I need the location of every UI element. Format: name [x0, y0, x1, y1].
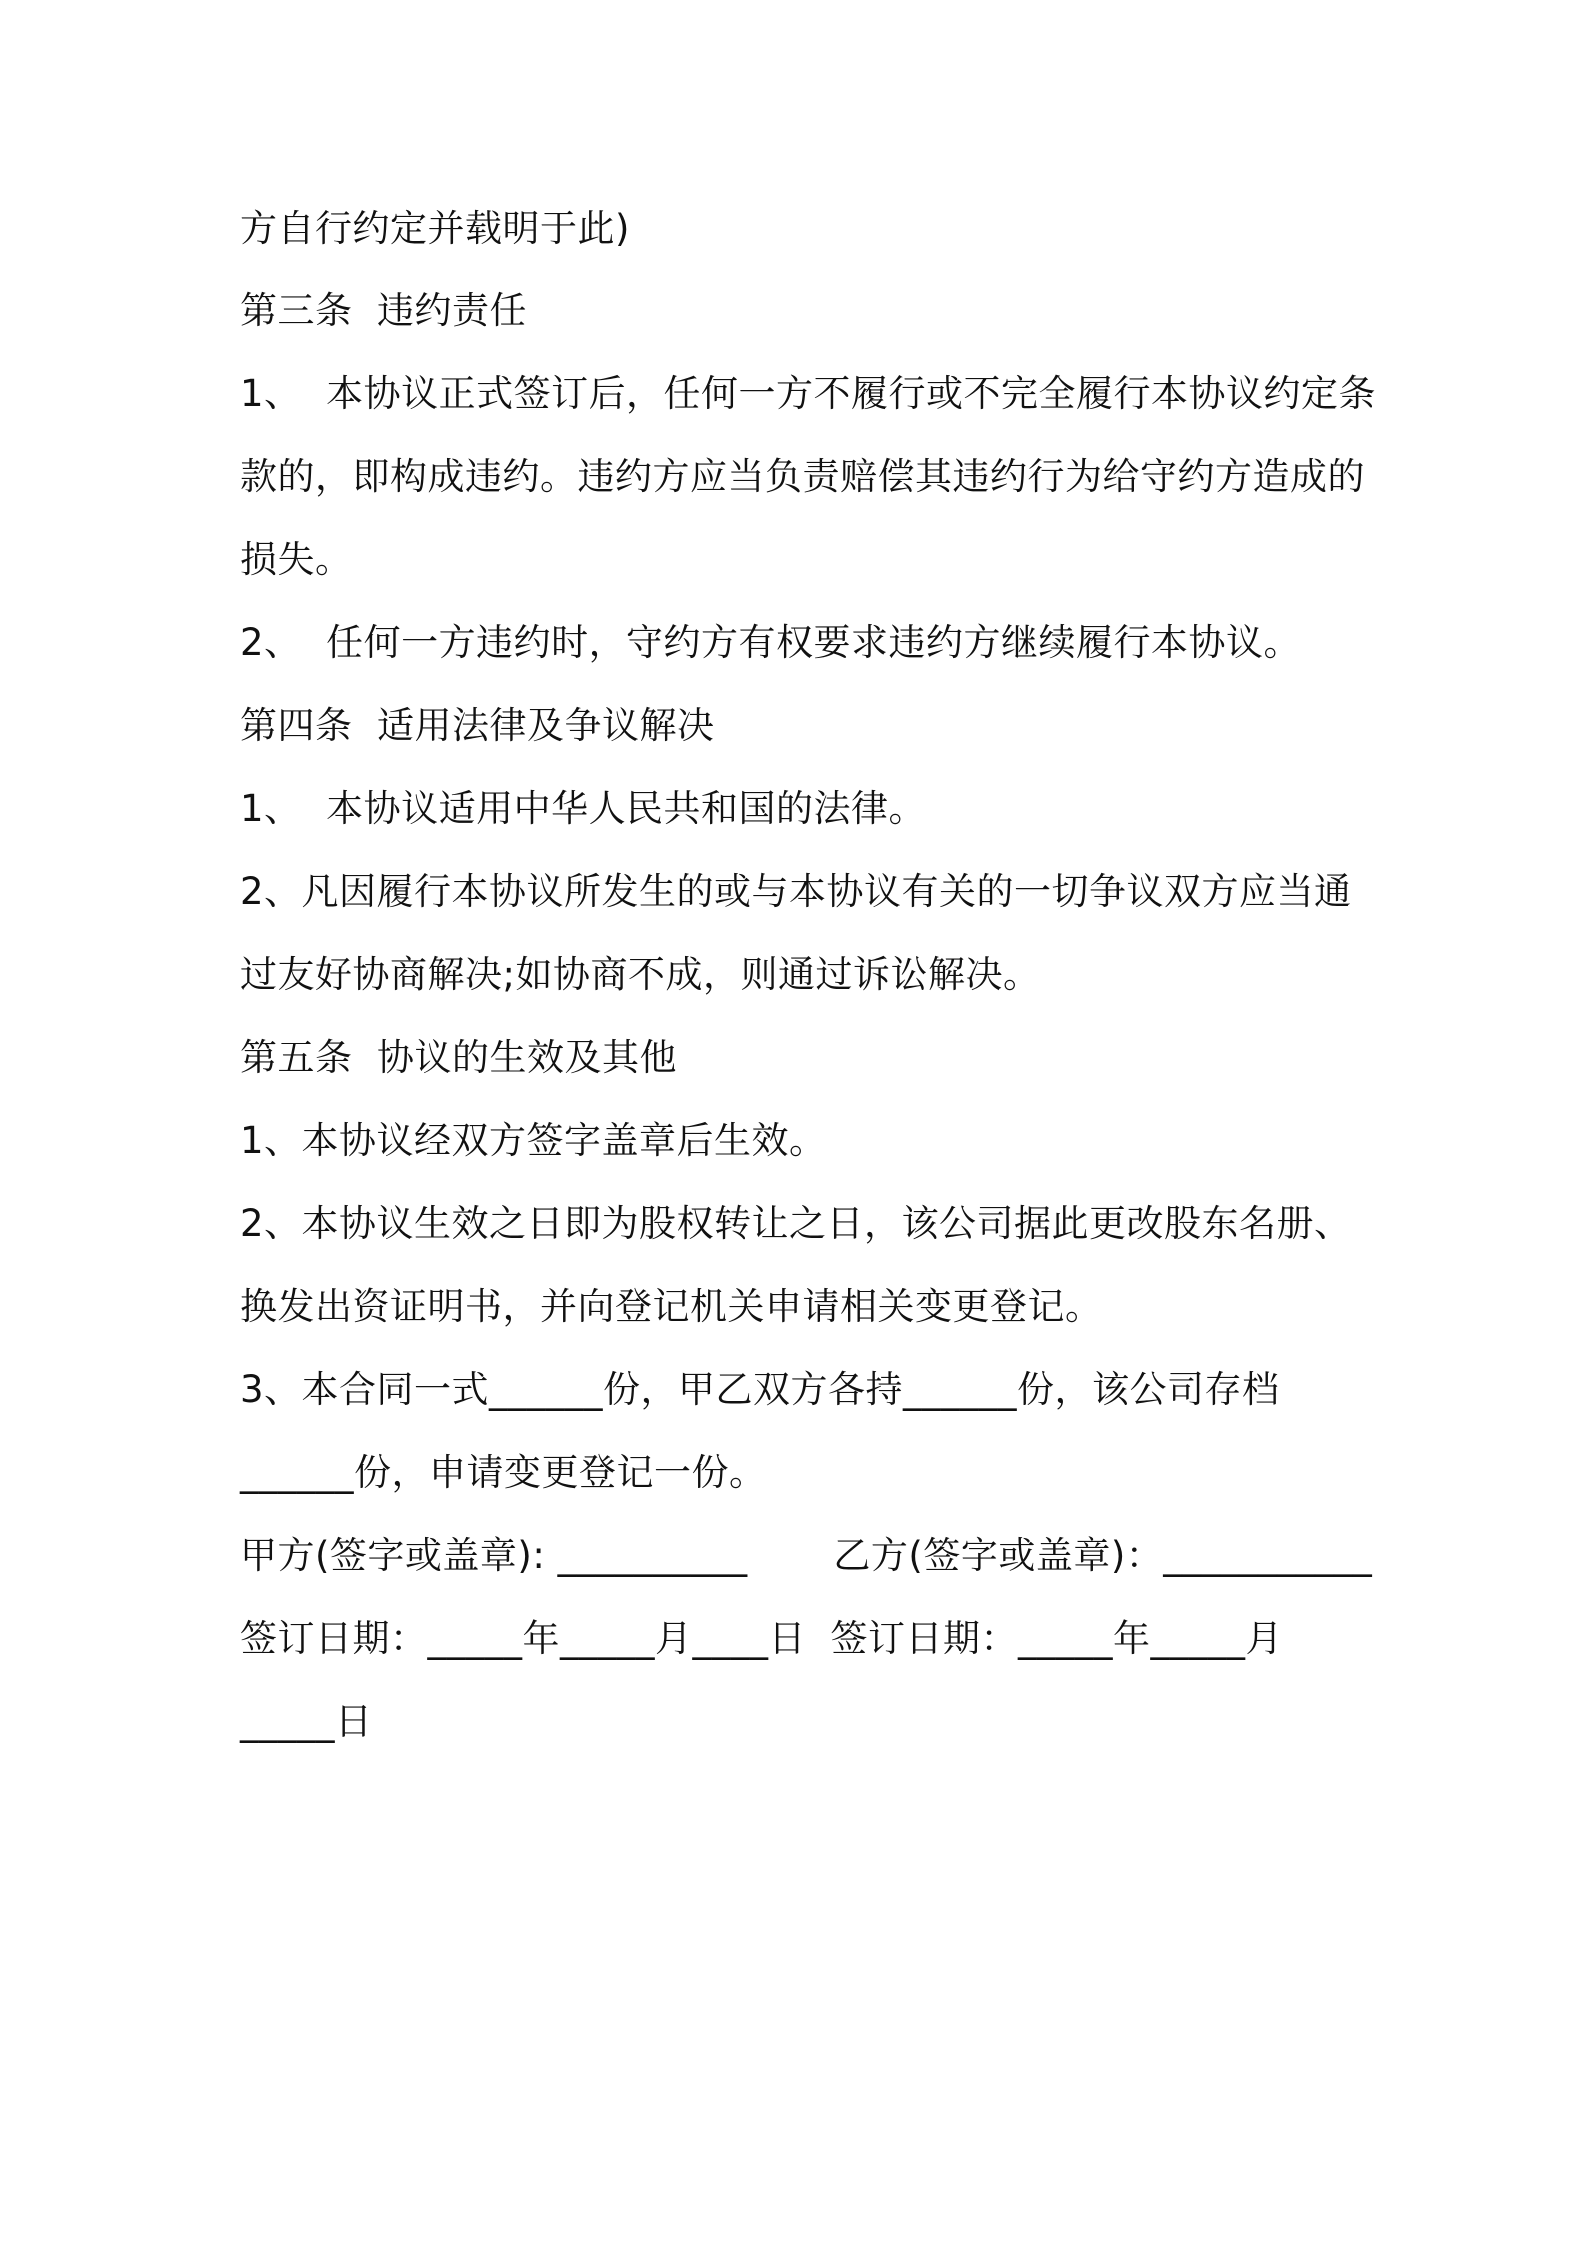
text-line: 1、 本协议正式签订后，任何一方不履行或不完全履行本协议约定条 — [240, 372, 1377, 415]
text-line: 方自行约定并载明于此) — [240, 207, 630, 250]
signature-line: 甲方(签字或盖章): __________ 乙方(签字或盖章)：___________ — [240, 1534, 1373, 1577]
text-line: 款的，即构成违约。违约方应当负责赔偿其违约行为给守约方造成的 — [240, 455, 1365, 498]
article-heading: 第四条 适用法律及争议解决 — [240, 704, 715, 747]
text-line: ______份，申请变更登记一份。 — [240, 1451, 767, 1494]
date-line: _____日 — [240, 1700, 373, 1743]
text-line: 1、 本协议适用中华人民共和国的法律。 — [240, 787, 927, 830]
text-line: 1、本协议经双方签字盖章后生效。 — [240, 1119, 827, 1162]
text-line: 3、本合同一式______份，甲乙双方各持______份，该公司存档 — [240, 1368, 1280, 1411]
text-line: 2、本协议生效之日即为股权转让之日，该公司据此更改股东名册、 — [240, 1202, 1352, 1245]
article-heading: 第三条 违约责任 — [240, 289, 528, 332]
text-line: 2、 任何一方违约时，守约方有权要求违约方继续履行本协议。 — [240, 621, 1302, 664]
text-line: 过友好协商解决;如协商不成，则通过诉讼解决。 — [240, 953, 1041, 996]
text-line: 2、凡因履行本协议所发生的或与本协议有关的一切争议双方应当通 — [240, 870, 1352, 913]
date-line: 签订日期：_____年_____月____日 签订日期：_____年_____月 — [240, 1617, 1284, 1660]
article-heading: 第五条 协议的生效及其他 — [240, 1036, 678, 1079]
text-line: 换发出资证明书，并向登记机关申请相关变更登记。 — [240, 1285, 1103, 1328]
text-line: 损失。 — [240, 538, 353, 581]
